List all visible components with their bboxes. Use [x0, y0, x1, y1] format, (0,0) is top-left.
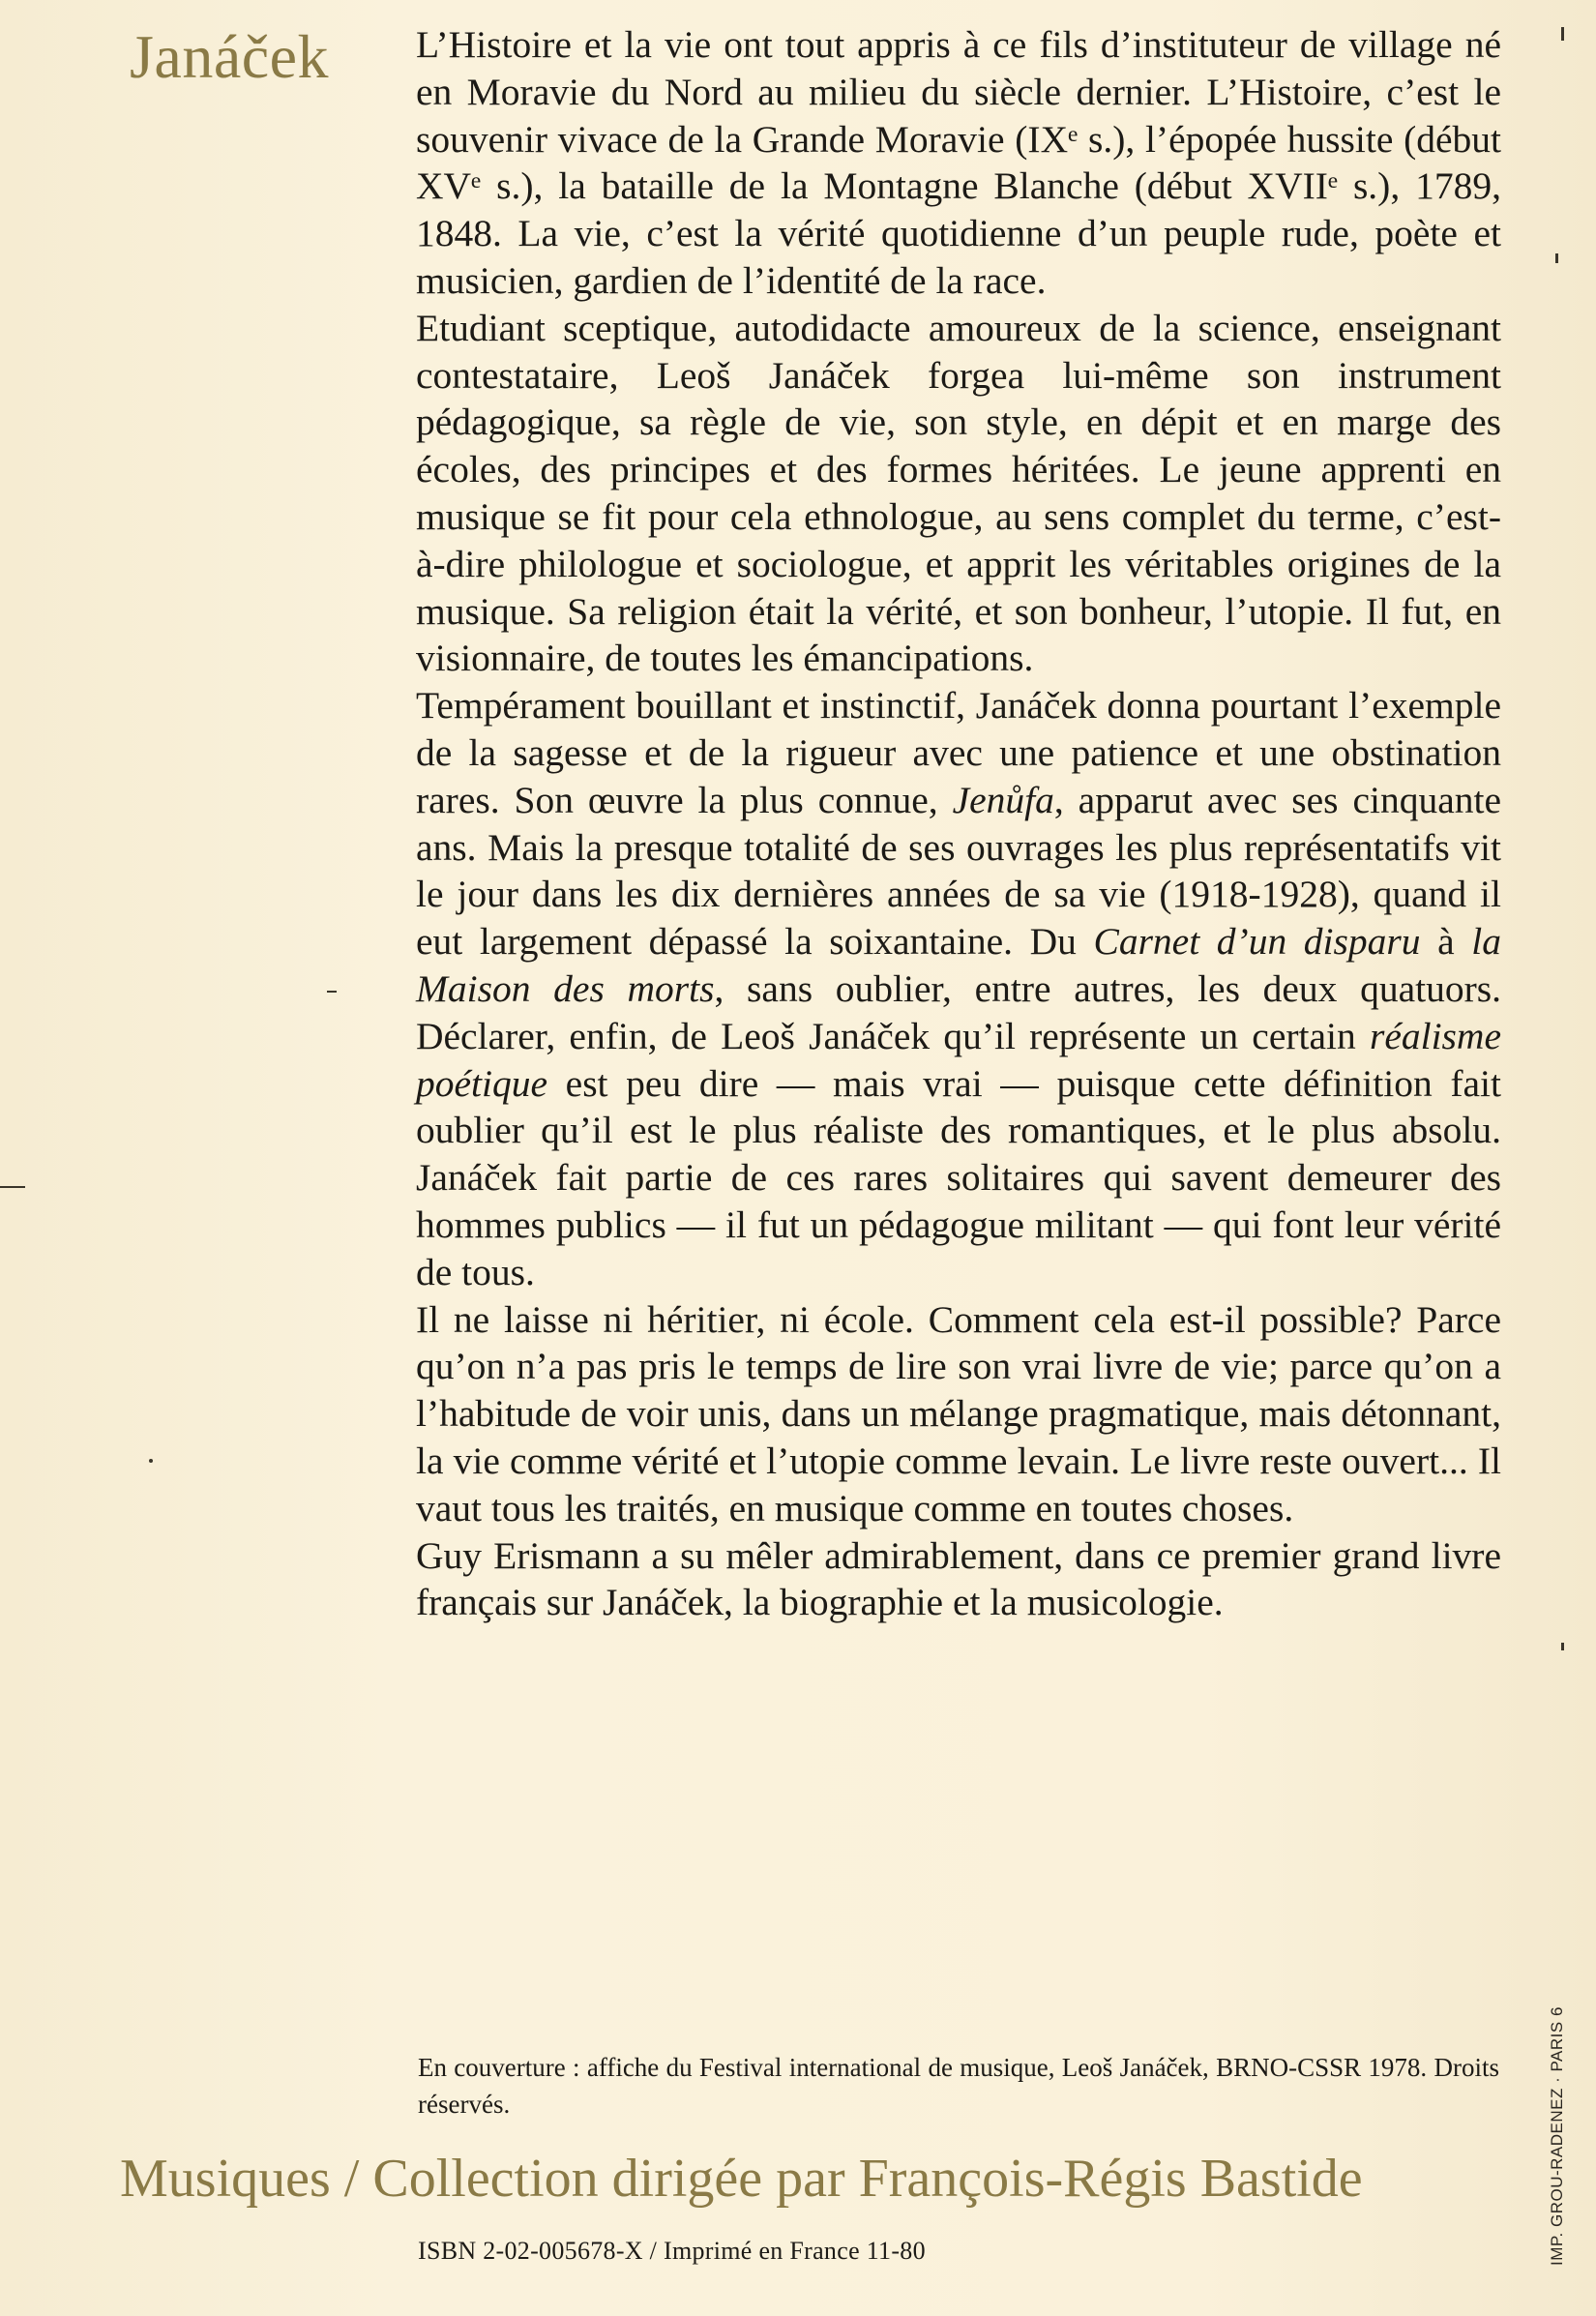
work-title-carnet: Carnet d’un disparu — [1093, 920, 1421, 964]
cover-credit: En couverture : affiche du Festival international de musique, Leoš Janáček, BRNO-CSSR 1978. Droits réservés. — [418, 2053, 1499, 2119]
margin-mark — [0, 1186, 25, 1188]
blurb-text — [416, 21, 1501, 1626]
margin-mark — [1561, 27, 1564, 41]
paragraph-3-text-4: , sans oublier, entre autres, les deux quatuors. Déclarer, enfin, de Leoš Janáček qu’il représente un certain — [416, 966, 1501, 1057]
work-title-maison: la Maison des morts — [416, 920, 1502, 1010]
paragraph-1: L’Histoire et la vie ont tout appris à ce fils d’instituteur de village né en Moravie du Nord au milieu du siècle dernier. L’Histoire, c’est le souvenir vivace de la Grande Moravie (IXᵉ s.), l’épopée hussite (début XVᵉ s.), la bataille de la Montagne Blanche (début XVIIᵉ s.), 1789, 1848. La vie, c’est la vérité quotidienne d’un peuple rude, poète et musicien, gardien de l’identité de la race. — [416, 23, 1501, 302]
margin-mark — [327, 991, 337, 993]
margin-mark — [1561, 1643, 1564, 1650]
margin-mark — [1555, 253, 1558, 263]
printer-imprint: IMP. GROU-RADENEZ · PARIS 6 — [1548, 2006, 1566, 2266]
paragraph-3-text-1: Tempérament bouillant et instinctif, Janáček donna pourtant l’exemple de la sagesse et de la rigueur avec une patience et une obstination rares. Son œuvre la plus connue, — [416, 684, 1501, 821]
paragraph-4: Il ne laisse ni héritier, ni école. Comment cela est-il possible? Parce qu’on n’a pas pris le temps de lire son vrai livre de vie; parce qu’on a l’habitude de voir unis, dans un mélange pragmatique, mais détonnant, la vie comme vérité et l’utopie comme levain. Le livre reste ouvert... Il vaut tous les traités, en musique comme en toutes choses. — [416, 1297, 1501, 1529]
paragraph-2: Etudiant sceptique, autodidacte amoureux de la science, enseignant contestataire, Leoš Janáček forgea lui-même son instrument pédagogique, sa règle de vie, son style, en dépit et en marge des écoles, des principes et des formes héritées. Le jeune apprenti en musique se fit pour cela ethnologue, au sens complet du terme, c’est-à-dire philologue et sociologue, et apprit les véritables origines de la musique. Sa religion était la vérité, et son bonheur, l’utopie. Il fut, en visionnaire, de toutes les émancipations. — [416, 306, 1501, 680]
paragraph-5: Guy Erismann a su mêler admirablement, dans ce premier grand livre français sur Janáček, la biographie et la musicologie. — [416, 1533, 1501, 1624]
isbn-line: ISBN 2-02-005678-X / Imprimé en France 11-80 — [418, 2237, 926, 2265]
series-line: Musiques / Collection dirigée par François-Régis Bastide — [120, 2149, 1363, 2209]
work-title-jenufa: Jenůfa — [952, 778, 1054, 821]
paragraph-3 — [416, 682, 1501, 1295]
phrase-realisme: réalisme poétique — [416, 1014, 1501, 1105]
margin-mark — [149, 1459, 153, 1463]
paragraph-3-text-5: est peu dire — mais vrai — puisque cette définition fait oublier qu’il est le plus réaliste des romantiques, et le plus absolu. Janáček fait partie de ces rares solitaires qui savent demeurer des hommes publics — il fut un pédagogue militant — qui font leur vérité de tous. — [416, 1061, 1501, 1293]
paragraph-3-text-3: à — [1437, 920, 1455, 964]
paragraph-3-text-2: , apparut avec ses cinquante ans. Mais la presque totalité de ses ouvrages les plus représentatifs vit le jour dans les dix dernières années de sa vie (1918-1928), quand il eut largement dépassé la soixantaine. Du — [416, 778, 1502, 964]
book-title: Janáček — [130, 22, 330, 91]
